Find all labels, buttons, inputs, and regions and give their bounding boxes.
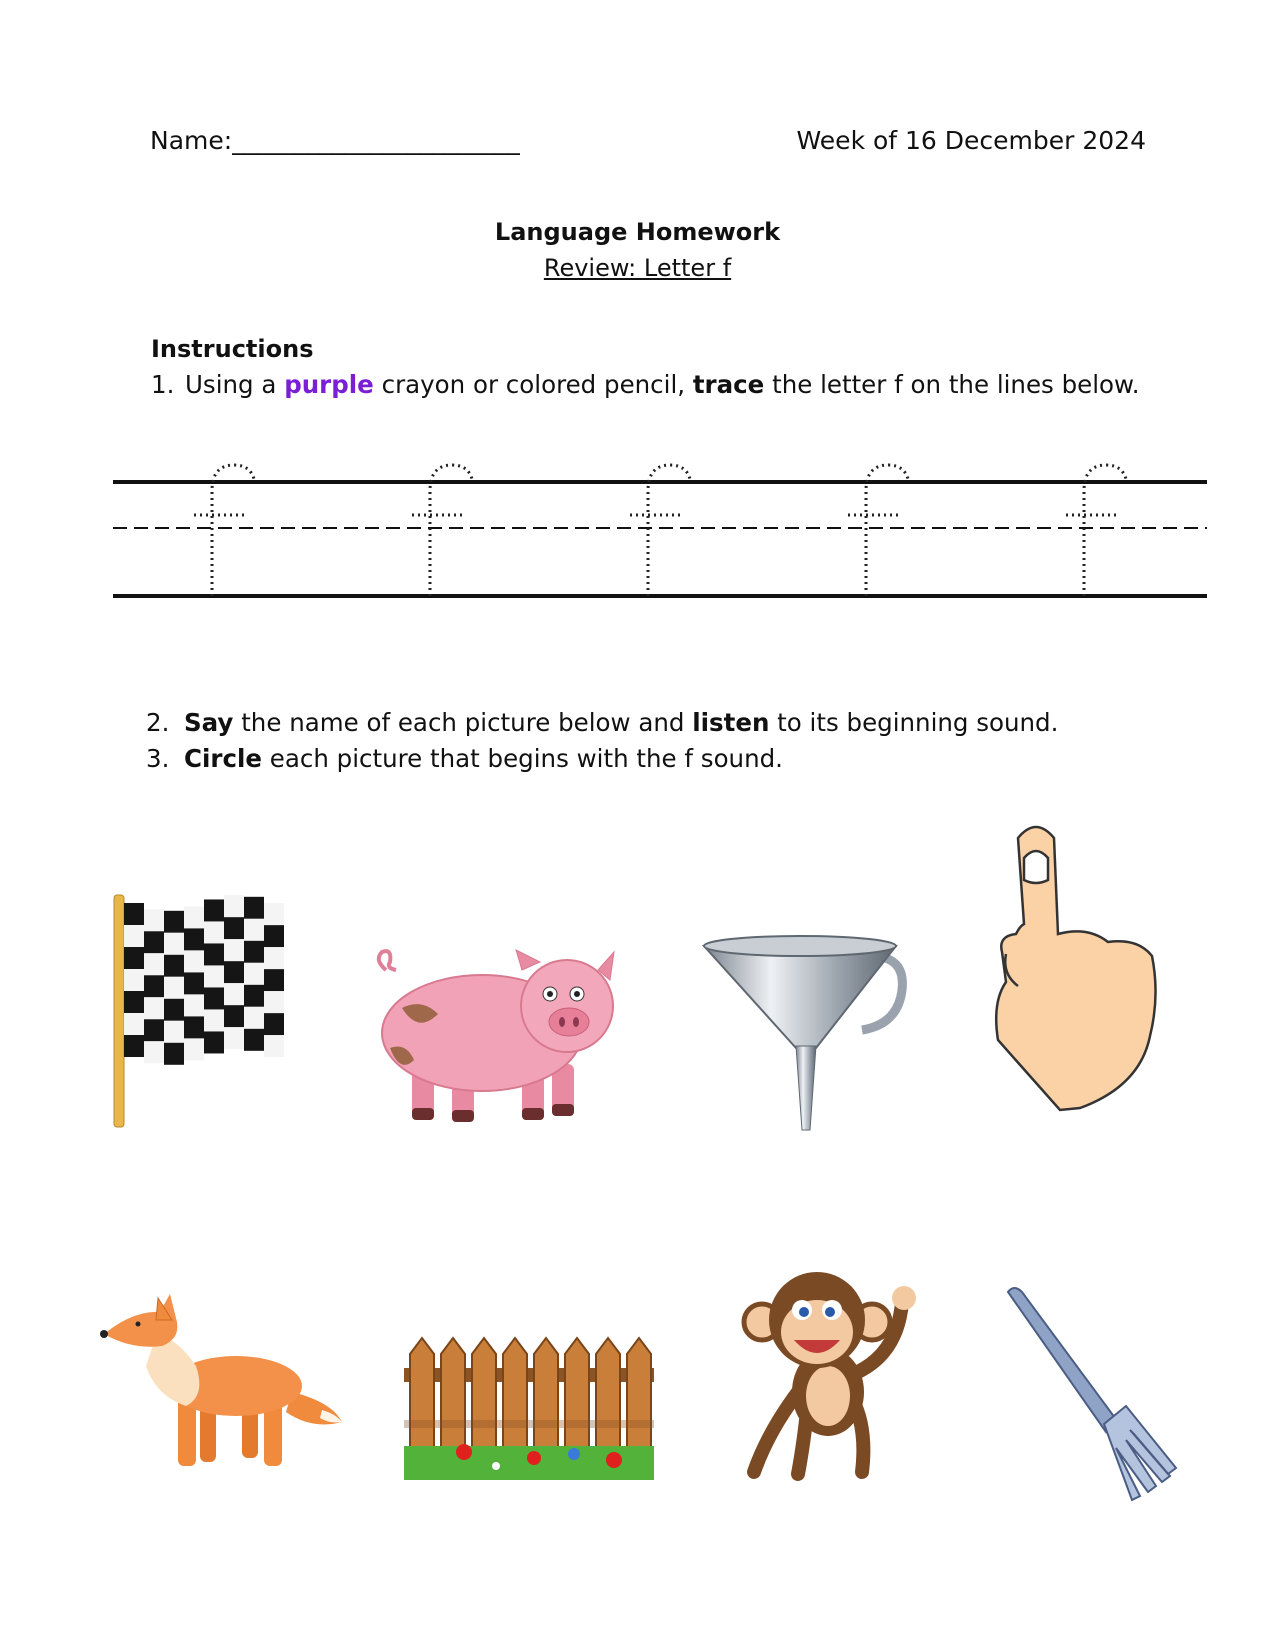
pig-pupil bbox=[547, 991, 553, 997]
step-text: the letter f on the lines below. bbox=[764, 370, 1140, 399]
flag-square bbox=[184, 1038, 204, 1060]
flag-square bbox=[224, 983, 244, 1005]
flag-square bbox=[124, 1035, 144, 1057]
step-text: to its beginning sound. bbox=[769, 708, 1059, 737]
flag-square bbox=[164, 999, 184, 1021]
flag-square bbox=[244, 985, 264, 1007]
pig-pupil bbox=[574, 991, 580, 997]
flag-square bbox=[224, 1027, 244, 1049]
flag-square bbox=[224, 895, 244, 917]
week-label: Week of 16 December 2024 bbox=[796, 126, 1146, 155]
pig-tail bbox=[379, 951, 396, 970]
flag-square bbox=[264, 1035, 284, 1057]
flag-square bbox=[204, 965, 224, 987]
pig-hoof bbox=[412, 1108, 434, 1120]
fence-rail bbox=[404, 1420, 654, 1428]
flag-square bbox=[184, 906, 204, 928]
monkey-image[interactable] bbox=[728, 1262, 930, 1484]
tracing-lines[interactable] bbox=[0, 455, 1275, 605]
name-blank[interactable]: _______________________ bbox=[232, 126, 520, 155]
flag-square bbox=[184, 994, 204, 1016]
flower bbox=[492, 1462, 500, 1470]
fox-nose bbox=[100, 1330, 108, 1338]
fence-pickets bbox=[404, 1338, 654, 1464]
finger-image[interactable] bbox=[996, 822, 1172, 1114]
flower bbox=[456, 1444, 472, 1460]
step-text: each picture that begins with the f sound. bbox=[262, 744, 783, 773]
flag-square bbox=[224, 961, 244, 983]
fence-picket bbox=[565, 1338, 589, 1464]
flag-square bbox=[244, 1007, 264, 1029]
fence-picket bbox=[596, 1338, 620, 1464]
step-text: the name of each picture below and bbox=[233, 708, 693, 737]
flag-square bbox=[184, 950, 204, 972]
flag-square bbox=[164, 933, 184, 955]
trace-letter-f[interactable] bbox=[848, 465, 908, 596]
pig-snout bbox=[549, 1008, 589, 1036]
flag-square bbox=[244, 897, 264, 919]
trace-letter-f[interactable] bbox=[630, 465, 690, 596]
flag-square bbox=[124, 969, 144, 991]
name-label: Name: bbox=[150, 126, 233, 155]
fence-picket bbox=[627, 1338, 651, 1464]
step-text: Using a bbox=[185, 370, 285, 399]
fingernail bbox=[1024, 851, 1048, 883]
trace-letter-f[interactable] bbox=[194, 465, 254, 596]
flag-square bbox=[124, 903, 144, 925]
flag-square bbox=[124, 1013, 144, 1035]
flag-pole bbox=[114, 895, 124, 1127]
funnel-spout bbox=[796, 1046, 816, 1130]
finger-hand bbox=[996, 827, 1155, 1110]
flag-square bbox=[224, 939, 244, 961]
fence-picket bbox=[410, 1338, 434, 1464]
flower bbox=[527, 1451, 541, 1465]
funnel-rim bbox=[704, 936, 896, 956]
pig-hoof bbox=[522, 1108, 544, 1120]
purple-word: purple bbox=[284, 370, 374, 399]
step-text: crayon or colored pencil, bbox=[373, 370, 693, 399]
fox-eye bbox=[136, 1322, 141, 1327]
pig-image[interactable] bbox=[372, 948, 632, 1128]
fork-tines bbox=[1104, 1406, 1176, 1500]
flag-square bbox=[244, 941, 264, 963]
flag-square bbox=[124, 925, 144, 947]
flag-square bbox=[144, 931, 164, 953]
trace-letter-f[interactable] bbox=[1066, 465, 1126, 596]
flag-square bbox=[204, 987, 224, 1009]
checkered-flag bbox=[124, 895, 284, 1065]
flag-square bbox=[204, 921, 224, 943]
flower bbox=[606, 1452, 622, 1468]
listen-word: listen bbox=[692, 708, 770, 737]
monkey-pupil bbox=[825, 1307, 835, 1317]
flag-square bbox=[204, 899, 224, 921]
flag-square bbox=[124, 947, 144, 969]
flag-square bbox=[244, 919, 264, 941]
flag-square bbox=[144, 1019, 164, 1041]
fox-image[interactable] bbox=[96, 1296, 348, 1474]
flag-square bbox=[164, 977, 184, 999]
fence-picket bbox=[534, 1338, 558, 1464]
funnel-image[interactable] bbox=[700, 928, 910, 1132]
flag-square bbox=[224, 1005, 244, 1027]
flag-square bbox=[164, 1021, 184, 1043]
flag-square bbox=[264, 925, 284, 947]
instruction-step-1 bbox=[151, 370, 1140, 399]
pig-hoof bbox=[452, 1110, 474, 1122]
pig-nostril bbox=[559, 1017, 565, 1027]
monkey-arm bbox=[754, 1392, 798, 1472]
flag-square bbox=[164, 1043, 184, 1065]
fork-handle bbox=[1008, 1288, 1118, 1432]
monkey-face bbox=[781, 1300, 853, 1364]
flag-square bbox=[184, 972, 204, 994]
fork-image[interactable] bbox=[1004, 1286, 1180, 1502]
flag-square bbox=[244, 963, 264, 985]
say-word: Say bbox=[184, 708, 234, 737]
pig-nostril bbox=[573, 1017, 579, 1027]
instruction-step-3 bbox=[146, 744, 783, 773]
flag-square bbox=[144, 909, 164, 931]
flag-square bbox=[124, 991, 144, 1013]
trace-letter-f[interactable] bbox=[412, 465, 472, 596]
fence-picket bbox=[503, 1338, 527, 1464]
pig-head bbox=[521, 960, 613, 1052]
instruction-step-2 bbox=[146, 708, 1058, 737]
step-number: 1. bbox=[151, 370, 175, 399]
flag-square bbox=[224, 917, 244, 939]
page-title: Language Homework bbox=[494, 218, 781, 246]
monkey-pupil bbox=[799, 1307, 809, 1317]
fence-picket bbox=[472, 1338, 496, 1464]
flag-square bbox=[184, 1016, 204, 1038]
flag-square bbox=[164, 955, 184, 977]
pig-ear bbox=[516, 950, 540, 970]
flag-square bbox=[144, 997, 164, 1019]
name-field bbox=[150, 126, 520, 155]
flag-square bbox=[164, 911, 184, 933]
page-subtitle: Review: Letter f bbox=[543, 254, 732, 282]
fence-image[interactable] bbox=[404, 1334, 654, 1480]
flag-square bbox=[264, 903, 284, 925]
monkey-belly bbox=[806, 1366, 850, 1426]
flag-square bbox=[264, 1013, 284, 1035]
flag-square bbox=[264, 969, 284, 991]
flag-square bbox=[244, 1029, 264, 1051]
flag-square bbox=[204, 1031, 224, 1053]
flag-square bbox=[264, 947, 284, 969]
flag-square bbox=[204, 1009, 224, 1031]
circle-word: Circle bbox=[184, 744, 262, 773]
flag-image[interactable] bbox=[112, 893, 292, 1129]
monkey-hand bbox=[892, 1286, 916, 1310]
pig-hoof bbox=[552, 1104, 574, 1116]
step-number: 2. bbox=[146, 708, 170, 737]
flag-square bbox=[144, 953, 164, 975]
flag-square bbox=[264, 991, 284, 1013]
flag-square bbox=[184, 928, 204, 950]
flag-square bbox=[144, 1041, 164, 1063]
instructions-heading: Instructions bbox=[151, 335, 314, 363]
flag-square bbox=[144, 975, 164, 997]
flower bbox=[568, 1448, 580, 1460]
trace-word: trace bbox=[692, 370, 765, 399]
flag-square bbox=[204, 943, 224, 965]
step-number: 3. bbox=[146, 744, 170, 773]
